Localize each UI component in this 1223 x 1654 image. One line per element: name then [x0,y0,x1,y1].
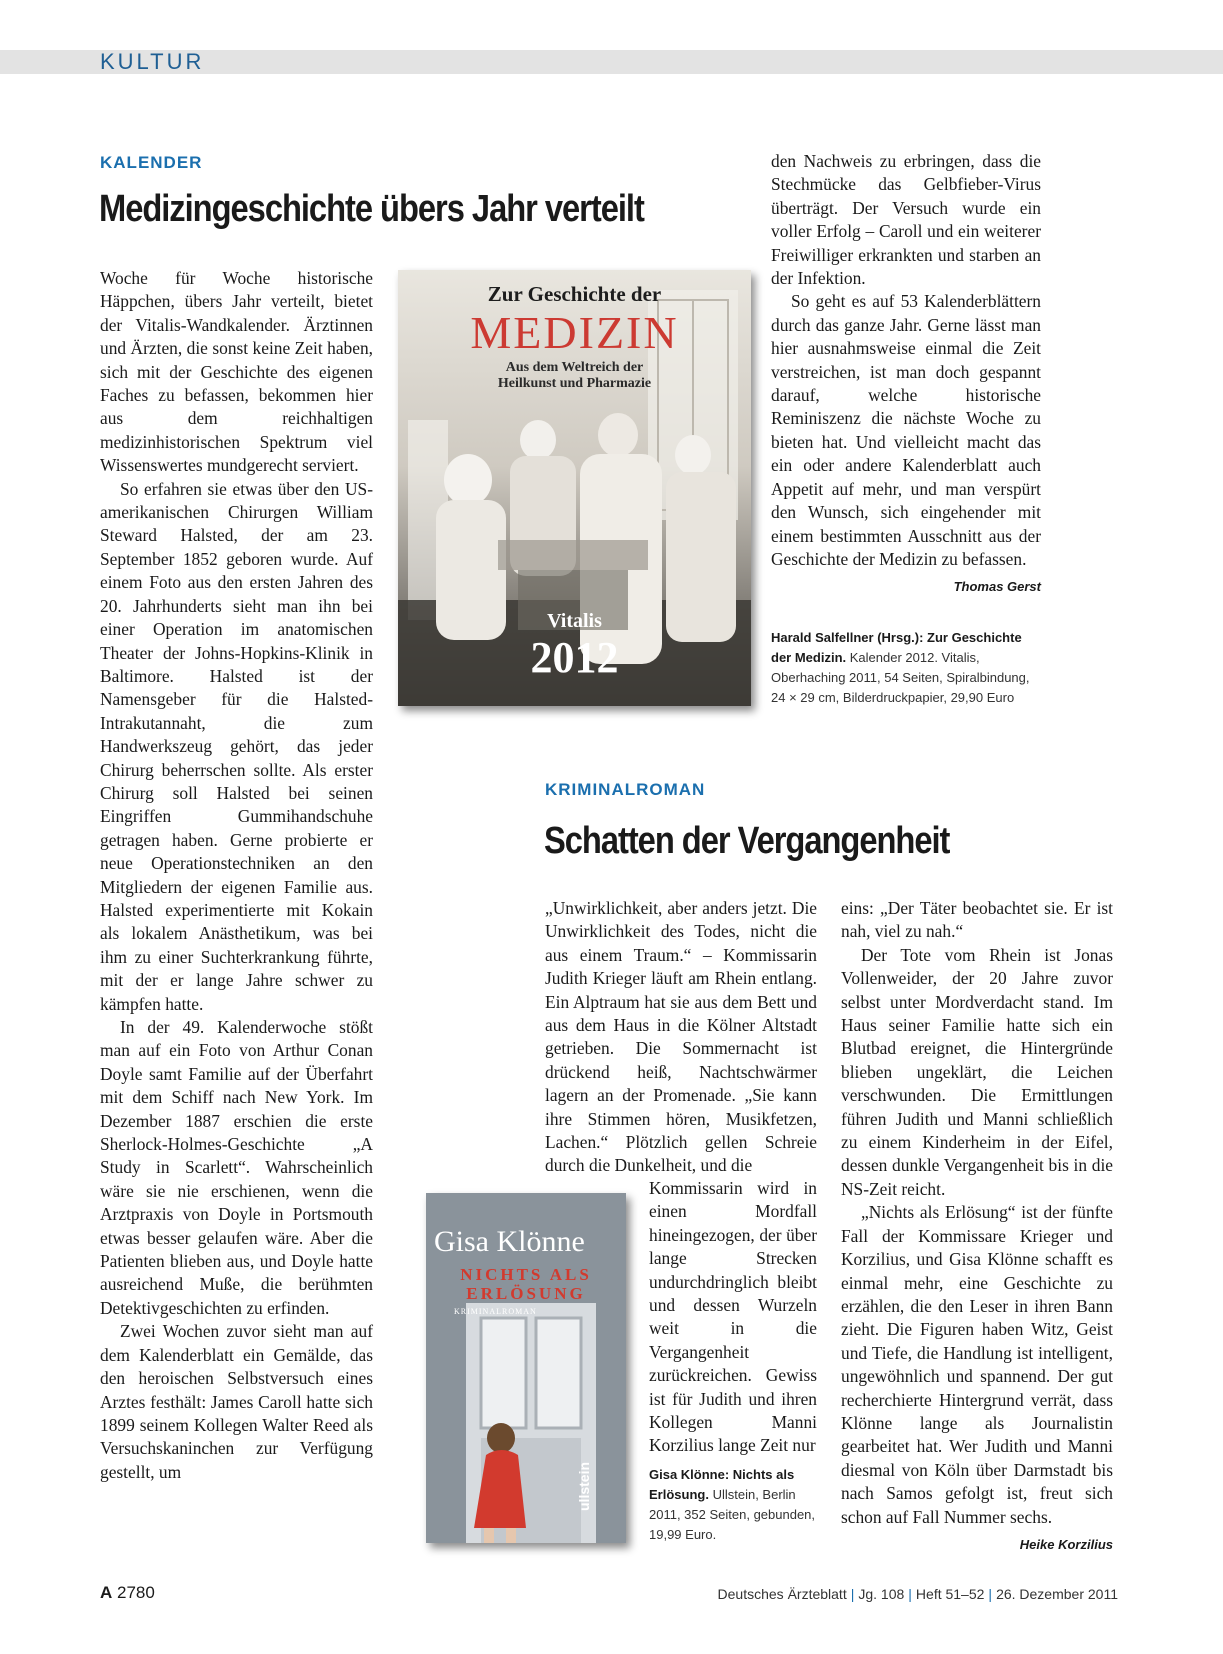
section-label: KULTUR [100,49,205,74]
cover-year: 2012 [530,633,619,682]
article1-title: Medizingeschichte übers Jahr verteilt [99,188,644,230]
cover-sub1: Aus dem Weltreich der [505,360,644,375]
page-number [100,1582,155,1604]
article2-author: Heike Korzilius [1019,1536,1113,1552]
book-info-details: Ullstein, Berlin 2011, 352 Seiten, gebunden, 19,99 Euro. [649,1487,816,1542]
paragraph: eins: „Der Täter beobachtet sie. Er ist nah, viel zu nah.“ [841,898,1113,942]
article1-left-column [100,267,373,1484]
journal-date: 26. Dezember 2011 [996,1586,1118,1602]
paragraph: Der Tote vom Rhein ist Jonas Vollenweider, der 20 Jahre zuvor selbst unter Mordverdacht stand. Im Haus seiner Familie hatte sich ein Blutbad ereignet, die Hintergründe blieben ungeklärt, die Leichen verschwunden. Die Ermittlungen führen Judith und Manni schließlich zu einem Kinderheim in der Eifel, dessen dunkle Vergangenheit bis in die NS-Zeit reicht. [841,944,1113,1199]
paragraph: So erfahren sie etwas über den US-amerikanischen Chirurgen William Steward Halsted, der am 23. September 1852 geboren wurde. Auf einem Foto aus den ersten Jahren des 20. Jahrhunderts sieht man ihn bei einer Operation im anatomischen Theater der Johns-Hopkins-Klinik in Baltimore. Halsted ist der Namensgeber für die Halsted-Intrakutannaht, die zum Handwerkszeug gehört, das jeder Chirurg beherrschen sollte. Als erster Chirurg soll Halsted bei seinen Eingriffen Gummihandschuhe getragen haben. Gerne probierte er neue Operationstechniken an den Mitgliedern der eigenen Familie aus. Halsted experimentierte mit Kokain als lokalem Anästhetikum, was bei ihm zu einer Suchterkrankung führte, mit der er lange Jahre schwer zu kämpfen hatte. [100,478,373,1014]
article2-book-info [649,1465,819,1545]
article2-title: Schatten der Vergangenheit [544,820,950,862]
book-cover-title1: NICHTS ALS [460,1265,592,1284]
cover-publisher: Vitalis [547,610,602,632]
article1-right-column [771,150,1041,599]
cover-top-line: Zur Geschichte der [487,282,662,306]
paragraph: Woche für Woche historische Häppchen, übers Jahr verteilt, bietet der Vitalis-Wandkalender. Ärztinnen und Ärzten, die sonst keine Zeit haben, sich mit der Geschichte des eigenen Faches zu befassen, bekommen hier aus dem reichhaltigen medizinhistorischen Spektrum viel Wissenswertes mundgerecht serviert. [100,268,373,476]
book-cover-author: Gisa Klönne [434,1225,585,1258]
book-info-bold: Gisa Klönne: Nichts als Erlösung. [649,1467,795,1502]
article1-book-info [771,628,1041,708]
paragraph [771,290,1041,595]
book-cover [426,1193,626,1543]
article2-right-column [841,897,1113,1556]
paragraph [841,1201,1113,1552]
book-cover-genre: KRIMINALROMAN [454,1307,537,1316]
book-cover-title2: ERLÖSUNG [466,1284,586,1303]
paragraph: In der 49. Kalenderwoche stößt man auf ein Foto von Arthur Conan Doyle samt Familie auf der Überfahrt mit dem Schiff nach New York. Im Dezember 1887 erschien die erste Sherlock-Holmes-Geschichte „A Study in Scarlett“. Wahrscheinlich wäre sie nie erschienen, wenn die Arztpraxis von Doyle in Portsmouth etwas besser gelaufen wäre. Aber die Patienten blieben aus, und Doyle hatte ausreichend Muße, die berühmten Detektivgeschichten zu erfinden. [100,1017,373,1318]
journal-name: Deutsches Ärzteblatt [717,1586,847,1602]
article2-kicker: KRIMINALROMAN [545,780,706,799]
book-cover-publisher: ullstein [576,1461,592,1511]
paragraph-text: „Nichts als Erlösung“ ist der fünfte Fall der Kommissare Krieger und Korzilius, und Gisa Klönne schafft es einmal mehr, eine Geschichte zu erzählen, die den Leser in ihren Bann zieht. Die Figuren haben Witz, Geist und Tiefe, die Handlung ist intelligent, ungewöhnlich und spannend. Der gut recherchierte Hintergrund verrät, dass Klönne lange als Journalistin gearbeitet hat. Wer Judith und Manni diesmal von Köln über Darmstadt bis nach Samos gefolgt ist, freut sich schon auf Fall Nummer sechs. [841,1202,1113,1527]
journal-volume: Jg. 108 [858,1586,905,1602]
journal-footer: Deutsches Ärzteblatt | Jg. 108 | Heft 51–52 | 26. Dezember 2011 [717,1586,1118,1602]
article2-middle-narrow: Kommissarin wird in einen Mordfall hineingezogen, der über lange Strecken undurchdringlich bleibt und dessen Wurzeln weit in die Vergangenheit zurückreichen. Gewiss ist für Judith und ihren Kollegen Manni Korzilius lange Zeit nur [649,1178,817,1456]
book-info-bold: Harald Salfellner (Hrsg.): Zur Geschichte der Medizin. [771,630,1022,665]
article1-author: Thomas Gerst [953,579,1041,595]
page-prefix: A [100,1583,113,1602]
page-number-value: 2780 [117,1583,155,1602]
paragraph-text: So geht es auf 53 Kalenderblättern durch das ganze Jahr. Gerne lässt man hier ausnahmsweise einmal die Zeit verstreichen, ist man doch gespannt darauf, welche historische Reminiszenz die nächste Woche zu bieten hat. Und vielleicht macht das ein oder andere Kalenderblatt auch Appetit auf mehr, und man verspürt den Wunsch, sich eingehender mit einem bestimmten Ausschnitt aus der Geschichte der Medizin zu befassen. [771,291,1041,569]
article2-middle-top: „Unwirklichkeit, aber anders jetzt. Die Unwirklichkeit des Todes, nicht die aus einem Traum.“ – Kommissarin Judith Krieger läuft am Rhein entlang. Ein Alptraum hat sie aus dem Bett und aus dem Haus in die Kölner Altstadt getrieben. Die Sommernacht ist drückend heiß, Nachtschwärmer lagern an der Promenade. „Sie kann ihre Stimmen hören, Musikfetzen, Lachen.“ Plötzlich gellen Schreie durch die Dunkelheit, und die [545,898,817,1176]
paragraph: Zwei Wochen zuvor sieht man auf dem Kalenderblatt ein Gemälde, das den heroischen Selbstversuch eines Arztes festhält: James Caroll hatte sich 1899 seinem Kollegen Walter Reed als Versuchskaninchen zur Verfügung gestellt, um [100,1321,373,1482]
cover-main-title: MEDIZIN [470,307,679,358]
book-info-details: Kalender 2012. Vitalis, Oberhaching 2011, 54 Seiten, Spiralbindung, 24 × 29 cm, Bilderdruckpapier, 29,90 Euro [771,650,1030,705]
article1-kicker: KALENDER [100,153,203,172]
journal-issue: Heft 51–52 [915,1586,985,1602]
medizin-calendar-cover [398,270,751,706]
paragraph: den Nachweis zu erbringen, dass die Stechmücke das Gelbfieber-Virus überträgt. Der Versuch wurde ein voller Erfolg – Caroll und ein weiterer Freiwilliger erkrankten und starben an der Infektion. [771,151,1041,289]
cover-sub2: Heilkunst und Pharmazie [497,376,652,391]
